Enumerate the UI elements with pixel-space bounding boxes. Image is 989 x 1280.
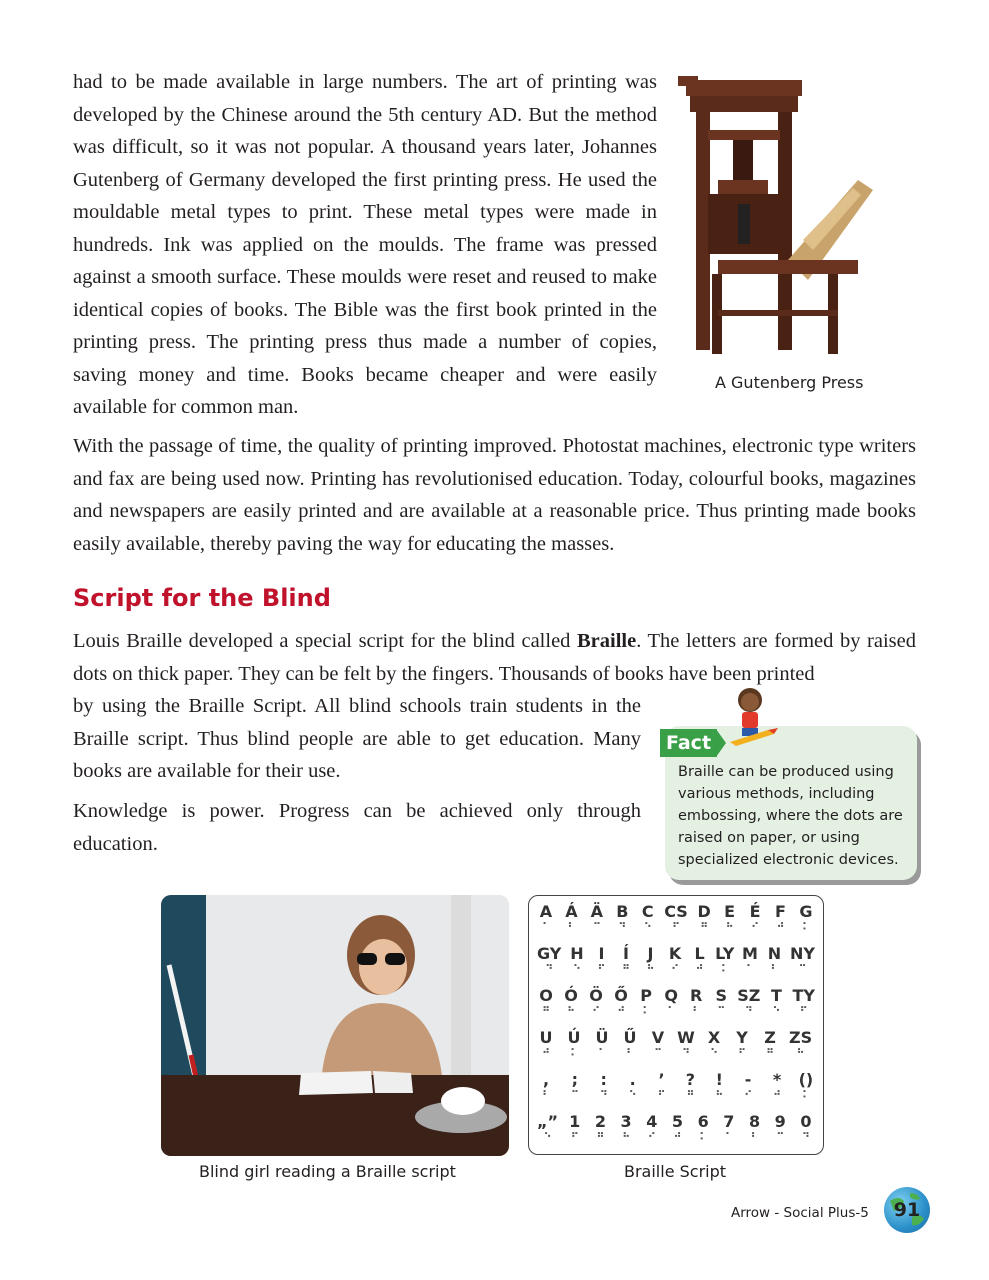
braille-dots-icon: ⠃ [542,1090,550,1101]
intro-paragraph: had to be made available in large numbers. The art of printing was developed by the Chinese around the 5th century AD. But the method was difficult, so it was not popular. A thousand years later, Johannes Gutenberg of Germany developed the first printing press. He used the mouldable metal types to print. These metal types were made in hundreds. Ink was applied on the moulds. The frame was pressed against a smooth surface. These moulds were reset and reused to make identical copies of books. The Bible was the first book printed in the printing press. The printing press thus made a number of copies, saving money and time. Books became cheaper and were easily available for common man. [73,71,657,418]
braille-chart-cell: H ⠑ [570,944,584,975]
braille-chart-cell: N ⠃ [767,944,782,975]
braille-dots-icon: ⠉ [717,1006,726,1017]
footer-book-title: Arrow - Social Plus-5 [731,1205,869,1221]
braille-chart-caption: Braille Script [624,1162,727,1181]
braille-chart-cell: Ü ⠁ [595,1028,609,1059]
braille-dots-icon: ⠉ [776,1132,785,1143]
braille-chart-cell: 6 ⠅ [697,1112,709,1143]
girl-photo-caption: Blind girl reading a Braille script [199,1162,456,1181]
braille-chart-cell: Ő ⠚ [614,986,628,1017]
braille-dots-icon: ⠚ [695,964,704,975]
braille-chart-cell: 2 ⠛ [594,1112,606,1143]
braille-chart-cell: Y ⠋ [736,1028,748,1059]
braille-dots-icon: ⠋ [570,1132,579,1143]
braille-chart-cell: Ö ⠊ [589,986,603,1017]
braille-dots-icon: ⠚ [776,922,785,933]
gutenberg-caption: A Gutenberg Press [715,373,864,392]
braille-dots-icon: ⠉ [798,964,807,975]
braille-dots-icon: ⠁ [598,1048,606,1059]
braille-dots-icon: ⠊ [592,1006,600,1017]
braille-dots-icon: ⠙ [599,1090,608,1101]
braille-chart-cell: R ⠃ [690,986,703,1017]
braille-chart-cell: P ⠅ [640,986,652,1017]
braille-chart-cell: 7 ⠁ [723,1112,735,1143]
braille-dots-icon: ⠛ [622,964,630,975]
braille-dots-icon: ⠛ [700,922,709,933]
braille-chart-cell: 9 ⠉ [774,1112,786,1143]
braille-chart-cell: ? ⠛ [685,1070,696,1101]
braille-dots-icon: ⠅ [570,1048,578,1059]
braille-chart-cell: NY ⠉ [789,944,815,975]
page-number-globe-icon [884,1187,930,1233]
braille-dots-icon: ⠓ [622,1132,630,1143]
braille-chart-row-6 [537,1112,815,1143]
braille-dots-icon: ⠛ [766,1048,774,1059]
braille-chart-cell: U ⠚ [539,1028,553,1059]
braille-chart-cell: 5 ⠚ [671,1112,684,1143]
braille-dots-icon: ⠚ [617,1006,625,1017]
fact-label: Fact [660,729,717,757]
braille-para-text-a: Louis Braille developed a special script for the blind called [73,630,577,652]
gutenberg-press-image [678,70,878,360]
braille-dots-icon: ⠅ [642,1006,651,1017]
braille-dots-icon: ⠚ [542,1048,550,1059]
braille-chart-cell: X ⠑ [707,1028,721,1059]
braille-dots-icon: ⠃ [692,1006,701,1017]
braille-chart-cell: Ú ⠅ [567,1028,581,1059]
braille-chart-cell: - ⠊ [744,1070,753,1101]
braille-chart-cell: ; ⠉ [570,1070,579,1101]
braille-chart-cell: 1 ⠋ [569,1112,581,1143]
braille-chart-cell: : ⠙ [599,1070,608,1101]
braille-dots-icon: ⠋ [799,1006,808,1017]
braille-dots-icon: ⠓ [715,1090,724,1101]
braille-dots-icon: ⠊ [671,964,679,975]
braille-dots-icon: ⠑ [543,1132,552,1143]
braille-chart-cell: L ⠚ [694,944,705,975]
braille-dots-icon: ⠑ [628,1090,637,1101]
braille-chart-cell: SZ ⠙ [737,986,761,1017]
braille-dots-icon: ⠙ [545,964,554,975]
braille-paragraph-1 [73,625,916,690]
braille-dots-icon: ⠅ [699,1132,708,1143]
braille-chart-cell: S ⠉ [715,986,727,1017]
braille-dots-icon: ⠓ [725,922,734,933]
braille-chart-row-4 [537,1028,815,1059]
braille-dots-icon: ⠚ [773,1090,781,1101]
braille-bold-term: Braille [576,630,637,652]
braille-chart-cell: LY ⠅ [715,944,735,975]
braille-chart-cell: Ä ⠉ [590,902,604,933]
braille-dots-icon: ⠁ [667,1006,676,1017]
braille-chart-cell: É ⠊ [749,902,761,933]
braille-chart-cell: B ⠙ [616,902,629,933]
braille-dots-icon: ⠁ [746,964,754,975]
knowledge-paragraph: Knowledge is power. Progress can be achieved only through education. [73,800,641,855]
braille-dots-icon: ⠃ [770,964,779,975]
braille-chart-cell: W ⠙ [677,1028,695,1059]
braille-dots-icon: ⠛ [596,1132,605,1143]
braille-chart-cell: CS ⠋ [664,902,688,933]
braille-dots-icon: ⠙ [802,1132,810,1143]
braille-dots-icon: ⠛ [686,1090,695,1101]
braille-dots-icon: ⠋ [738,1048,746,1059]
braille-chart-cell: * ⠚ [772,1070,782,1101]
braille-dots-icon: ⠁ [542,922,550,933]
braille-chart-cell: O ⠛ [539,986,553,1017]
braille-chart-cell: ! ⠓ [715,1070,724,1101]
braille-chart-cell: M ⠁ [741,944,758,975]
braille-dots-icon: ⠉ [592,922,601,933]
braille-dots-icon: ⠊ [744,1090,753,1101]
braille-chart-cell: T ⠑ [770,986,782,1017]
braille-chart-cell: F ⠚ [775,902,786,933]
braille-chart-cell: Q ⠁ [664,986,678,1017]
braille-chart-cell: . ⠑ [628,1070,637,1101]
braille-dots-icon: ⠑ [643,922,652,933]
braille-chart-row-1 [537,902,815,933]
fact-text: Braille can be produced using various methods, including embossing, where the dots are raised on paper, or using specialized electronic devices. [678,764,903,868]
braille-chart-cell: Z ⠛ [764,1028,776,1059]
braille-dots-icon: ⠚ [673,1132,682,1143]
braille-dots-icon: ⠙ [618,922,627,933]
braille-dots-icon: ⠋ [597,964,606,975]
braille-chart-cell: () ⠅ [798,1070,814,1101]
braille-dots-icon: ⠓ [646,964,655,975]
braille-dots-icon: ⠅ [801,1090,810,1101]
braille-dots-icon: ⠓ [567,1006,575,1017]
braille-chart-cell: D ⠛ [697,902,711,933]
braille-dots-icon: ⠃ [626,1048,634,1059]
braille-chart-cell: Ű ⠃ [623,1028,637,1059]
braille-chart-row-2 [537,944,815,975]
braille-chart-cell: Ó ⠓ [564,986,578,1017]
braille-dots-icon: ⠅ [802,922,810,933]
braille-chart-cell: 3 ⠓ [620,1112,632,1143]
braille-chart-cell: , ⠃ [542,1070,550,1101]
braille-dots-icon: ⠙ [682,1048,690,1059]
braille-chart-row-3 [537,986,815,1017]
braille-dots-icon: ⠊ [751,922,759,933]
braille-dots-icon: ⠑ [573,964,581,975]
braille-dots-icon: ⠛ [542,1006,550,1017]
braille-dots-icon: ⠅ [720,964,729,975]
section-heading: Script for the Blind [73,584,331,612]
braille-chart-cell: K ⠊ [668,944,682,975]
braille-chart-cell: GY ⠙ [537,944,562,975]
braille-chart-cell: ’ ⠋ [657,1070,666,1101]
girl-reading-photo [161,895,509,1156]
kid-mascot-icon [728,686,778,748]
braille-chart-cell: V ⠉ [651,1028,665,1059]
braille-chart-cell: ZS ⠓ [789,1028,813,1059]
braille-dots-icon: ⠋ [657,1090,666,1101]
braille-chart-cell: Á ⠃ [565,902,578,933]
braille-paragraph-2: by using the Braille Script. All blind schools train students in the Braille script. Thus blind people are able to get education. Many books are available for their use. [73,695,641,782]
braille-chart-cell: G ⠅ [799,902,813,933]
braille-chart-cell: TY ⠋ [792,986,815,1017]
braille-chart-cell: 8 ⠃ [748,1112,761,1143]
braille-chart-cell: J ⠓ [646,944,655,975]
braille-dots-icon: ⠉ [654,1048,662,1059]
braille-chart-cell: 0 ⠙ [800,1112,812,1143]
braille-para-text-b: . The letters are formed by raised dots on thick paper. They can be felt by the fingers. Thousands of books have been printed [73,630,916,685]
braille-chart-cell: C ⠑ [641,902,654,933]
page-number: 91 [893,1199,921,1221]
braille-chart-row-5 [537,1070,815,1101]
braille-dots-icon: ⠓ [796,1048,805,1059]
braille-chart-cell: A ⠁ [539,902,553,933]
braille-chart-cell: „” ⠑ [537,1112,559,1143]
braille-chart-cell: 4 ⠊ [646,1112,658,1143]
braille-dots-icon: ⠋ [672,922,680,933]
braille-chart [528,895,824,1155]
braille-dots-icon: ⠃ [750,1132,759,1143]
braille-dots-icon: ⠊ [647,1132,656,1143]
braille-chart-cell: I ⠋ [597,944,606,975]
braille-dots-icon: ⠃ [567,922,576,933]
braille-chart-cell: Í ⠛ [622,944,630,975]
braille-dots-icon: ⠉ [570,1090,579,1101]
printing-paragraph: With the passage of time, the quality of printing improved. Photostat machines, electronic type writers and fax are being used now. Printing has revolutionised education. Today, colourful books, magazines and newspapers are easily printed and are available at a reasonable price. Thus printing made books easily available, thereby paving the way for educating the masses. [73,435,916,555]
braille-dots-icon: ⠙ [744,1006,753,1017]
braille-dots-icon: ⠑ [772,1006,781,1017]
fact-label-tail [716,729,726,757]
braille-dots-icon: ⠑ [710,1048,718,1059]
braille-chart-cell: E ⠓ [724,902,736,933]
braille-dots-icon: ⠁ [724,1132,733,1143]
